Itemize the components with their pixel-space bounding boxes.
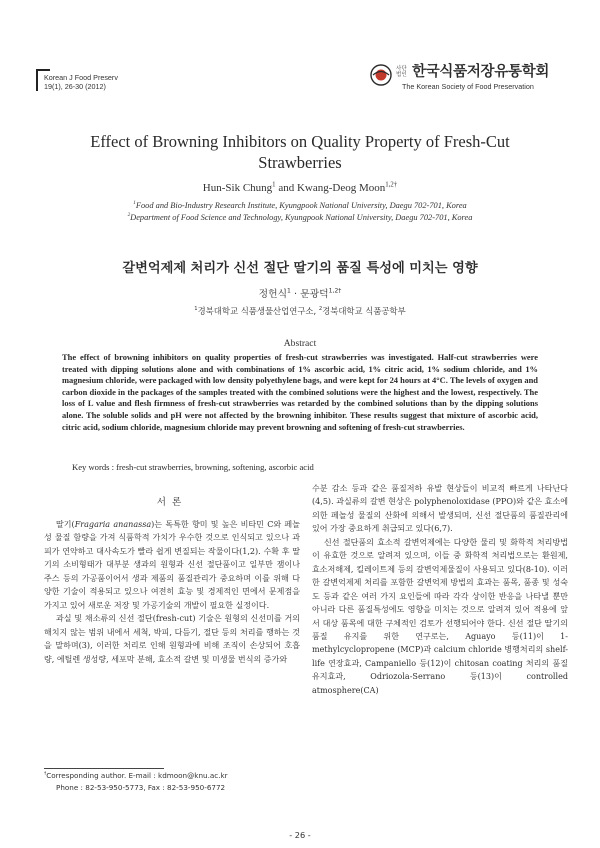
journal-name: Korean J Food Preserv xyxy=(44,73,118,82)
paper-title-korean: 갈변억제제 처리가 신선 절단 딸기의 품질 특성에 미치는 영향 xyxy=(122,261,478,276)
author-2-name: Kwang-Deog Moon xyxy=(296,182,386,194)
intro-paragraph-2: 과실 및 채소류의 신선 절단(fresh-cut) 기술은 원형의 신선미를 거의 해치지 않는 범위 내에서 세척, 박피, 다듬기, 절단 등의 처리를 행하는 것을 말하며(3), 이러한 처리로 인해 원형과에 비해 조직이 손상되어 호흡량, 에틸렌 생성량, 세포막 분해, 효소적 갈변 및 미생물 번식의 증가와 xyxy=(44,614,300,664)
keywords-text: fresh-cut strawberries, browning, softening, ascorbic acid xyxy=(116,462,314,472)
section-heading-introduction: 서론 xyxy=(156,497,188,508)
society-name-korean: 한국식품저장유통학회 xyxy=(412,64,550,80)
author-1-name-kr: 정헌식 xyxy=(258,289,288,300)
keywords-label: Key words xyxy=(72,462,110,472)
keywords-line: Key words : fresh-cut strawberries, browning, softening, ascorbic acid xyxy=(72,462,314,472)
corresponding-author-footnote: †Corresponding author. E-mail : kdmoon@knu.ac.kr Phone : 82-53-950-5773, Fax : 82-53-950-6772 xyxy=(44,770,300,794)
body-column-right xyxy=(312,482,568,697)
affiliation-english-2: $^2$Department of Food Science and Technology, Kyungpook National University, Daegu 702-701, Korea xyxy=(127,212,473,222)
authors-korean: 정헌식$^1$ · 문광덕$^{1,2\dagger}$ xyxy=(258,287,342,300)
species-name: Fragaria ananassa xyxy=(74,520,152,529)
body-column-left xyxy=(44,518,300,666)
abstract-heading: Abstract xyxy=(283,338,317,349)
footnote-phone-line: Phone : 82-53-950-5773, Fax : 82-53-950-6772 xyxy=(56,783,226,792)
footnote-email-line: Corresponding author. E-mail : kdmoon@knu.ac.kr xyxy=(46,771,228,780)
abstract-body: The effect of browning inhibitors on quality properties of fresh-cut strawberries was investigated. Half-cut strawberries were treated with dipping solutions alone and with combinations of 1% ascorbic acid, 1% citric acid, 1% sodium chloride, and 1% magnesium chloride, were packaged with low density polyethylene bags, and were kept for 24 hours at 4°C. The levels of oxygen and carbon dioxide in the packages of the samples treated with the combined solutions were the highest and the lowest, respectively. The loss of L value and flesh firmness of fresh-cut strawberries was retarded by the combined solutions than by the dipping solutions alone. The soluble solids and pH were not affected by the browning inhibitor. These results suggest that mixture of ascorbic acid, citric acid, sodium chloride, magnesium chloride may prevent browning and softening of fresh-cut strawberries. xyxy=(62,352,538,432)
author-connector: and xyxy=(275,182,297,194)
affiliation-english-1: $^1$Food and Bio-Industry Research Institute, Kyungpook National University, Daegu 702-701, Korea xyxy=(133,200,467,210)
intro-paragraph-1: 딸기(Fragaria ananassa)는 독특한 향미 및 높은 비타민 C와 페놀성 물질 함량을 가져 식품학적 가치가 우수한 것으로 인식되고 있으나 과피가 연약하고 대사속도가 빨라 쉽게 변질되는 작물이다(1,2). 수확 후 딸기의 소비형태가 대부분 생과의 원형과 신선 절단품이고 일부만 잼이나 주스 등의 가공품이어서 생과 제품의 품질관리가 중요하며 이를 위해 다양한 기술이 적용되고 있으나 여전히 효능 및 경제적인 면에서 문제점을 가지고 있어 새로운 저장 및 가공기술의 개발이 필요한 실정이다. xyxy=(44,520,300,610)
footnote-divider xyxy=(44,768,164,769)
author-1-name: Hun-Sik Chung xyxy=(202,182,273,194)
journal-citation xyxy=(44,73,244,91)
page-number: - 26 - xyxy=(289,830,311,840)
society-type-tag: 사단 법인 xyxy=(396,66,407,78)
journal-volume: 19(1), 26-30 (2012) xyxy=(44,82,106,91)
author-1-affil-mark: 1 xyxy=(272,181,276,189)
society-logo-icon xyxy=(370,64,392,86)
authors-english xyxy=(60,182,540,195)
affiliation-korean: $^1$경북대학교 식품생물산업연구소, $^2$경북대학교 식품공학부 xyxy=(194,306,406,316)
author-2-name-kr: 문광덕 xyxy=(300,289,329,300)
paper-title-english: Effect of Browning Inhibitors on Quality Property of Fresh-Cut Strawberries xyxy=(90,132,510,172)
intro-paragraph-4: 신선 절단품의 효소적 갈변억제에는 다양한 물리 및 화학적 처리방법이 유효한 것으로 알려져 있으며, 이들 중 화학적 처리법으로는 환원제, 효소저해제, 킬레이트제 등의 갈변억제물질이 사용되고 있다(8-10). 이러한 갈변억제제 처리를 포함한 갈변억제 방법의 효과는 품목, 품종 및 성숙도 등과 같은 여러 가지 요인들에 따라 각각 상이한 반응을 나타낼 뿐만 아니라 다른 품질특성에도 영향을 미치는 것으로 알려져 있어 적용에 앞서 대상 품목에 대한 구체적인 검토가 선행되어야 한다. 신선 절단 딸기의 품질 유지를 위한 연구로는, Aguayo 등(11)이 1-methylcyclopropene (MCP)과 calcium chloride 병행처리의 shelf-life 연장효과, Campaniello 등(12)이 chitosan coating 처리의 품질 유지효과, Odriozola-Serrano 등(13)이 controlled atmosphere(CA) xyxy=(312,537,568,695)
author-2-affil-mark: 1,2† xyxy=(385,181,398,189)
intro-paragraph-3: 수분 감소 등과 같은 품질저하 유발 현상들이 비교적 빠르게 나타난다(4,5). 과실류의 갈변 현상은 polyphenoloxidase (PPO)와 같은 효소에 의한 페놀성 물질의 산화에 의해서 발생되며, 신선 절단품의 품질관리에 있어 가장 중요하게 취급되고 있다(6,7). xyxy=(312,484,568,534)
society-name-english: The Korean Society of Food Preservation xyxy=(402,82,534,91)
